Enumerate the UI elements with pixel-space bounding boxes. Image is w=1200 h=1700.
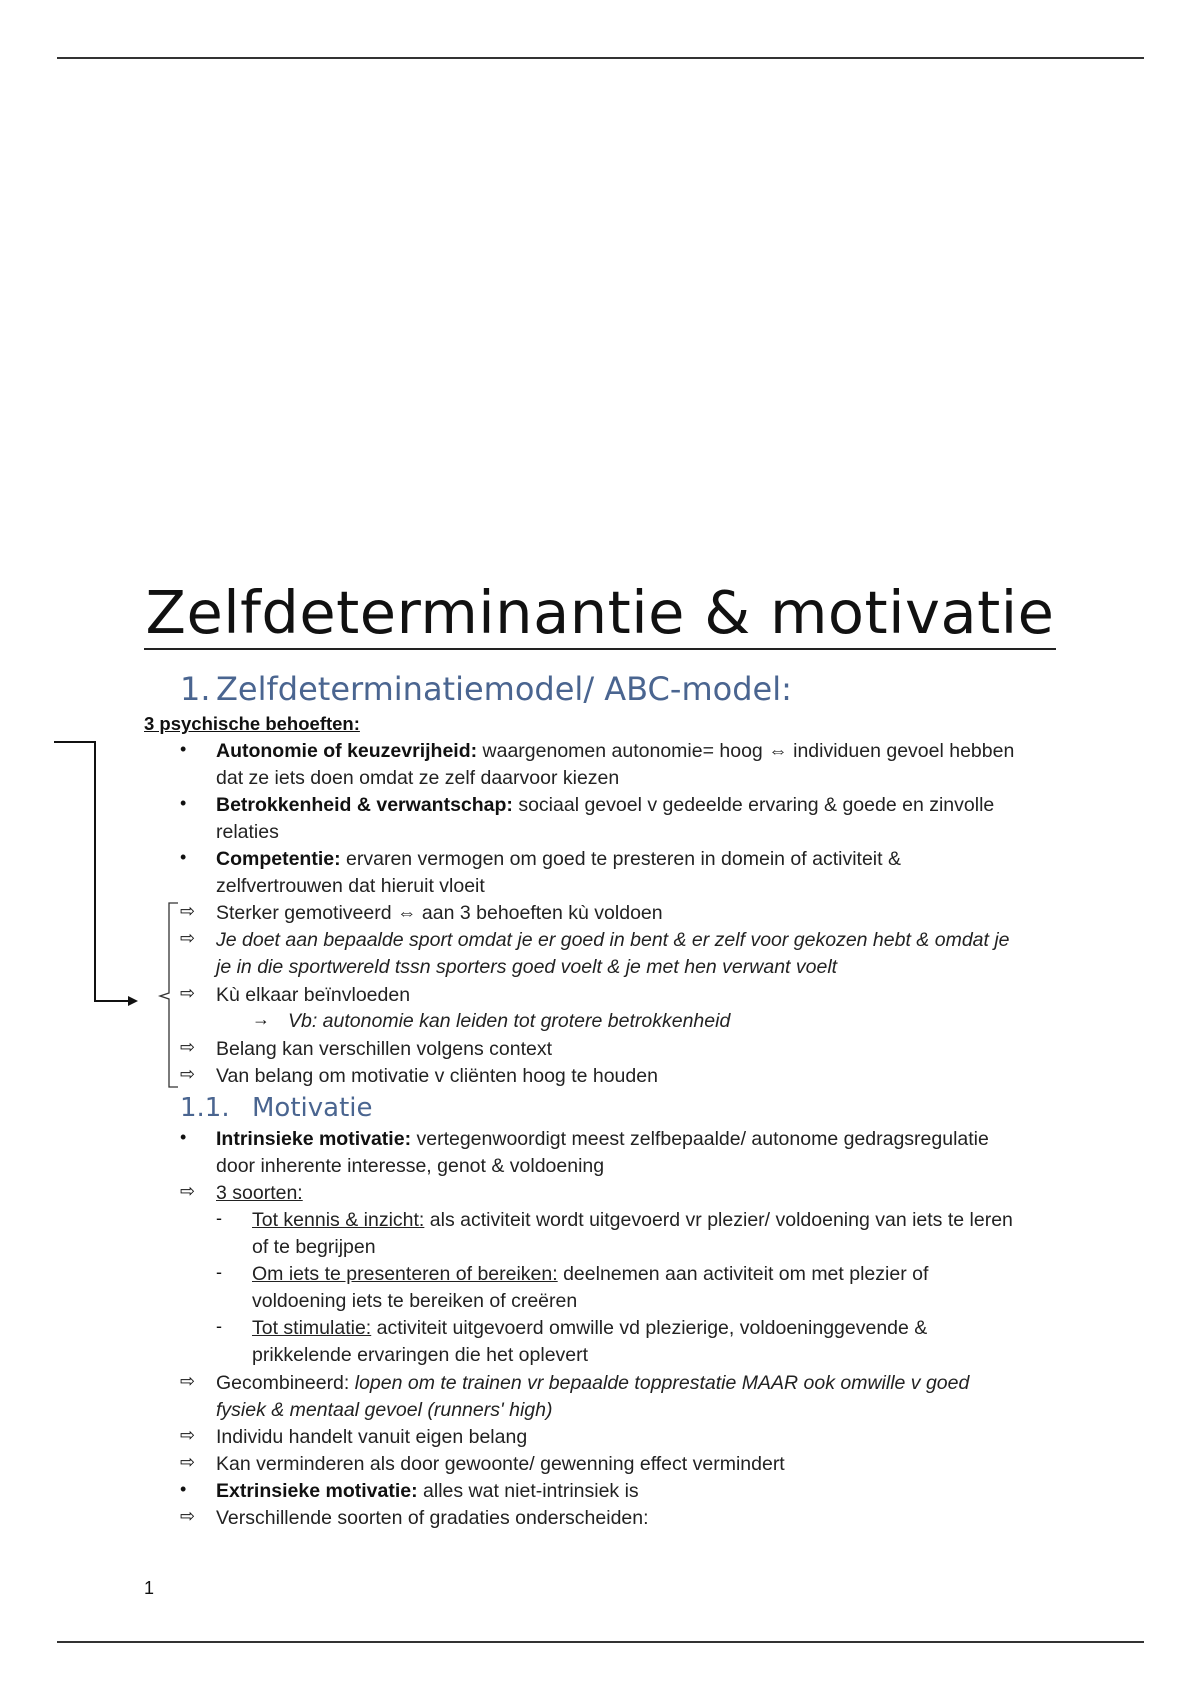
arrow-item-context: Belang kan verschillen volgens context: [216, 1038, 553, 1060]
kind-term: Tot stimulatie:: [252, 1317, 372, 1339]
extrinsic-term: Extrinsieke motivatie:: [216, 1480, 418, 1502]
section-number: 1.: [180, 670, 211, 708]
arrow-marker: ⇨: [180, 1452, 196, 1472]
bullet-marker: •: [180, 793, 187, 813]
kind-term: Om iets te presenteren of bereiken:: [252, 1263, 558, 1285]
section-heading-1-1: [180, 1093, 373, 1123]
kind-item-accomplish-cont: voldoening iets te bereiken of creëren: [252, 1290, 578, 1312]
page-title: Zelfdeterminantie & motivatie: [145, 578, 1055, 647]
example-line: Vb: autonomie kan leiden tot grotere betrokkenheid: [288, 1010, 731, 1032]
footer-rule: [57, 1641, 1144, 1643]
kind-term: Tot kennis & inzicht:: [252, 1209, 425, 1231]
gradations-item: Verschillende soorten of gradaties onderscheiden:: [216, 1507, 649, 1529]
need-item-relatedness: [216, 792, 994, 819]
combined-item-cont: fysiek & mentaal gevoel (runners' high): [216, 1399, 553, 1421]
need-text: waargenomen autonomie= hoog ⇔ individuen gevoel hebben: [477, 740, 1015, 762]
arrow-item-sport-example-cont: je in die sportwereld tssn sporters goed voelt & je met hen verwant voelt: [216, 956, 838, 978]
bullet-marker: •: [180, 1479, 187, 1499]
need-term: Competentie:: [216, 848, 341, 870]
small-arrow-marker: →: [252, 1009, 270, 1029]
arrow-item-influence: Kù elkaar beïnvloeden: [216, 984, 411, 1006]
need-item-autonomy: [216, 738, 1014, 765]
intrinsic-motivation-cont: door inherente interesse, genot & voldoening: [216, 1155, 605, 1177]
intrinsic-text: vertegenwoordigt meest zelfbepaalde/ autonome gedragsregulatie: [411, 1128, 989, 1150]
kind-text: als activiteit wordt uitgevoerd vr plezier/ voldoening van iets te leren: [424, 1209, 1013, 1231]
arrow-item-sport-example: Je doet aan bepaalde sport omdat je er goed in bent & er zelf voor gekozen hebt & omdat je: [216, 929, 1010, 951]
need-item-competence: [216, 846, 901, 873]
needs-subheading: 3 psychische behoeften:: [144, 713, 360, 734]
kind-text: deelnemen aan activiteit om met plezier of: [557, 1263, 929, 1285]
extrinsic-text: alles wat niet-intrinsiek is: [417, 1480, 639, 1502]
combined-text: lopen om te trainen vr bepaalde topprestatie MAAR ook omwille v goed: [354, 1372, 970, 1394]
section-title: Motivatie: [252, 1093, 373, 1123]
arrow-marker: ⇨: [180, 1064, 196, 1084]
kind-text: activiteit uitgevoerd omwille vd plezierige, voldoeninggevende &: [371, 1317, 928, 1339]
connector-arrow: [0, 0, 200, 1100]
dash-marker: -: [216, 1262, 222, 1282]
decrease-item: Kan verminderen als door gewoonte/ gewenning effect vermindert: [216, 1453, 785, 1475]
extrinsic-motivation: [216, 1478, 639, 1505]
need-text: ervaren vermogen om goed te presteren in domein of activiteit &: [340, 848, 901, 870]
bullet-marker: •: [180, 739, 187, 759]
need-term: Autonomie of keuzevrijheid:: [216, 740, 478, 762]
arrow-marker: ⇨: [180, 1425, 196, 1445]
arrow-item-motivated: Sterker gemotiveerd ⇔ aan 3 behoeften kù voldoen: [216, 902, 663, 924]
page-number: 1: [144, 1578, 155, 1598]
combined-label: Gecombineerd:: [216, 1372, 355, 1394]
section-heading-1: [180, 670, 792, 708]
need-text: sociaal gevoel v gedeelde ervaring & goede en zinvolle: [512, 794, 995, 816]
bullet-marker: •: [180, 847, 187, 867]
need-item-autonomy-cont: dat ze iets doen omdat ze zelf daarvoor kiezen: [216, 767, 620, 789]
dash-marker: -: [216, 1208, 222, 1228]
arrow-item-clients: Van belang om motivatie v cliënten hoog te houden: [216, 1065, 658, 1087]
kind-item-stimulation-cont: prikkelende ervaringen die het oplevert: [252, 1344, 589, 1366]
bullet-marker: •: [180, 1127, 187, 1147]
intrinsic-motivation: [216, 1126, 989, 1153]
kind-item-stimulation: [252, 1315, 927, 1342]
need-item-relatedness-cont: relaties: [216, 821, 279, 843]
kind-item-accomplish: [252, 1261, 928, 1288]
section-title: Zelfdeterminatiemodel/ ABC-model:: [216, 670, 792, 708]
arrow-marker: ⇨: [180, 901, 196, 921]
combined-item: [216, 1370, 969, 1397]
need-item-competence-cont: zelfvertrouwen dat hieruit vloeit: [216, 875, 485, 897]
section-number: 1.1.: [180, 1093, 230, 1123]
kinds-label: 3 soorten:: [216, 1182, 303, 1204]
intrinsic-term: Intrinsieke motivatie:: [216, 1128, 412, 1150]
own-interest-item: Individu handelt vanuit eigen belang: [216, 1426, 528, 1448]
kind-item-knowledge: [252, 1207, 1013, 1234]
arrow-marker: ⇨: [180, 1506, 196, 1526]
arrow-marker: ⇨: [180, 1181, 196, 1201]
title-underline: [144, 648, 1056, 650]
kind-item-knowledge-cont: of te begrijpen: [252, 1236, 376, 1258]
dash-marker: -: [216, 1316, 222, 1336]
header-rule: [57, 57, 1144, 59]
arrow-marker: ⇨: [180, 928, 196, 948]
arrow-marker: ⇨: [180, 983, 196, 1003]
arrow-marker: ⇨: [180, 1037, 196, 1057]
arrow-marker: ⇨: [180, 1371, 196, 1391]
need-term: Betrokkenheid & verwantschap:: [216, 794, 513, 816]
